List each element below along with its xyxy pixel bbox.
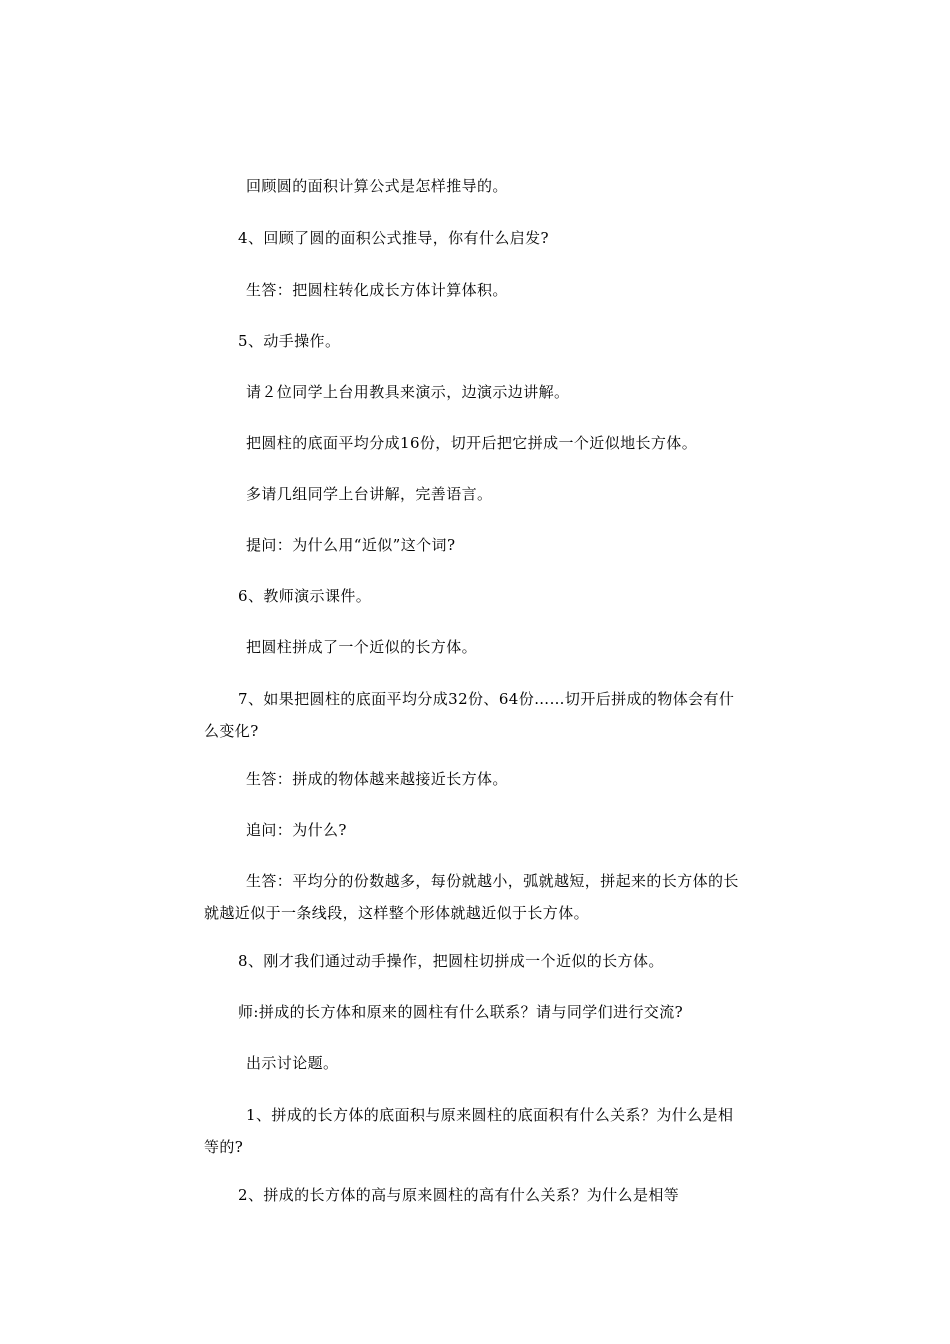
paragraph-review-formula: 回顾圆的面积计算公式是怎样推导的。: [246, 177, 508, 195]
paragraph-demo-request: 请２位同学上台用教具来演示，边演示边讲解。: [246, 383, 570, 401]
paragraph-follow-up: 追问：为什么?: [246, 821, 347, 839]
paragraph-step-4: 4、回顾了圆的面积公式推导，你有什么启发?: [238, 229, 549, 247]
paragraph-question-approx: 提问：为什么用“近似”这个词?: [246, 536, 456, 554]
paragraph-topic-1: 1、拼成的长方体的底面积与原来圆柱的底面积有什么关系？为什么是相等的?: [204, 1106, 734, 1156]
paragraph-step-8: 8、刚才我们通过动手操作，把圆柱切拼成一个近似的长方体。: [238, 952, 664, 970]
paragraph-courseware-result: 把圆柱拼成了一个近似的长方体。: [246, 638, 478, 656]
paragraph-more-groups: 多请几组同学上台讲解，完善语言。: [246, 485, 493, 503]
paragraph-step-6: 6、教师演示课件。: [238, 587, 372, 605]
paragraph-student-answer-3: 生答：平均分的份数越多，每份就越小，弧就越短，拼起来的长方体的长就越近似于一条线段，这样整个形体就越近似于长方体。: [204, 872, 739, 922]
paragraph-discussion-topics: 出示讨论题。: [246, 1054, 339, 1072]
paragraph-step-7: 7、如果把圆柱的底面平均分成32份、64份……切开后拼成的物体会有什么变化?: [204, 690, 735, 740]
paragraph-student-answer-2: 生答：拼成的物体越来越接近长方体。: [246, 770, 508, 788]
paragraph-cut-16: 把圆柱的底面平均分成16份，切开后把它拼成一个近似地长方体。: [246, 434, 698, 452]
paragraph-teacher-question: 师:拼成的长方体和原来的圆柱有什么联系？请与同学们进行交流?: [238, 1003, 684, 1021]
paragraph-step-5: 5、动手操作。: [238, 332, 341, 350]
paragraph-topic-2: 2、拼成的长方体的高与原来圆柱的高有什么关系？为什么是相等: [238, 1186, 680, 1204]
paragraph-student-answer-1: 生答：把圆柱转化成长方体计算体积。: [246, 281, 508, 299]
